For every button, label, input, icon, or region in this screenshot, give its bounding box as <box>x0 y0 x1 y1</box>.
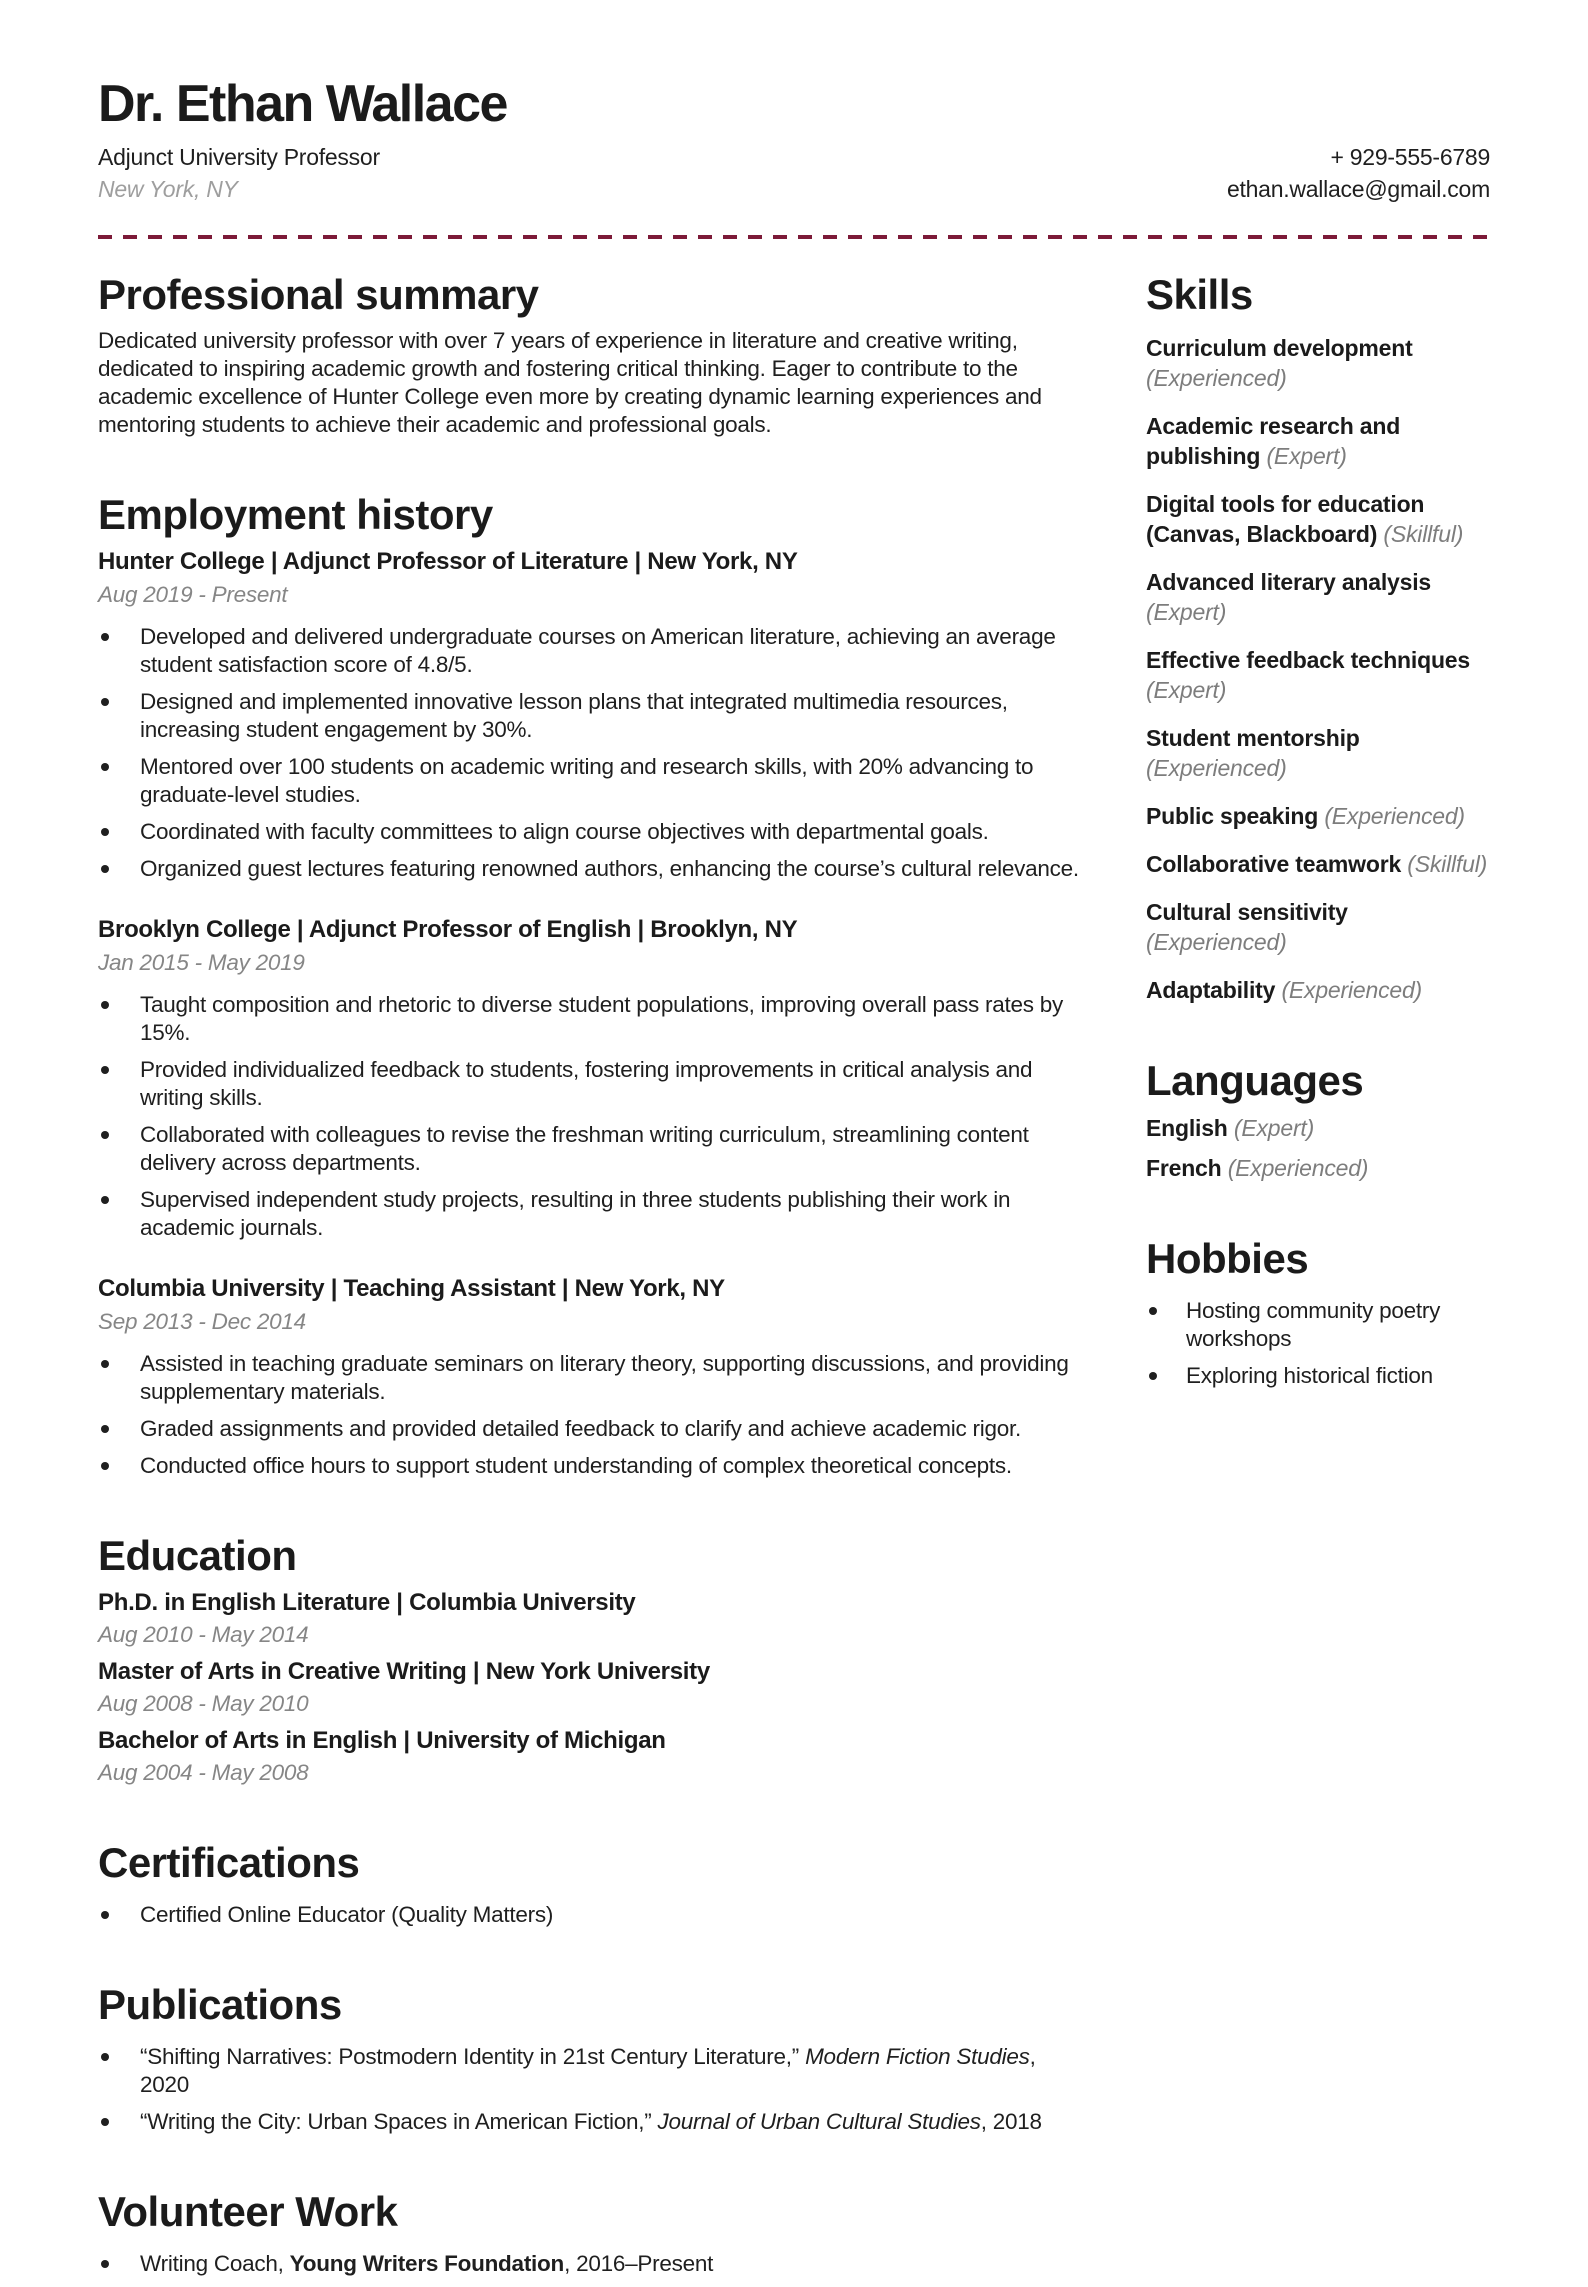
job-dates: Sep 2013 - Dec 2014 <box>98 1309 306 1334</box>
skill-level: (Experienced) <box>1324 803 1465 829</box>
job-title-line: Hunter College | Adjunct Professor of Literature | New York, NY <box>98 548 798 575</box>
skill-level: (Expert) <box>1146 599 1227 625</box>
job-bullet-list <box>98 623 1084 883</box>
section-skills <box>1146 271 1490 1005</box>
publications-list <box>98 2043 1084 2136</box>
skill-entry <box>1146 801 1490 831</box>
skill-name: Academic research and publishing <box>1146 413 1401 469</box>
bullet-item: Developed and delivered undergraduate courses on American literature, achieving an average student satisfaction score of 4.8/5. <box>98 623 1084 679</box>
degree-line: Bachelor of Arts in English | University of Michigan <box>98 1727 666 1754</box>
bullet-item: Conducted office hours to support student understanding of complex theoretical concepts. <box>98 1452 1084 1480</box>
bullet-item: Designed and implemented innovative lesson plans that integrated multimedia resources, increasing student engagement by 30%. <box>98 688 1084 744</box>
email-address: ethan.wallace@gmail.com <box>1226 176 1490 202</box>
publication-journal: Journal of Urban Cultural Studies <box>657 2109 981 2134</box>
skill-level: (Experienced) <box>1146 755 1287 781</box>
hobby-item: Hosting community poetry workshops <box>1146 1297 1490 1353</box>
skills-list <box>1146 333 1490 1005</box>
skill-name: Cultural sensitivity <box>1146 899 1348 925</box>
section-certifications <box>98 1839 1084 1929</box>
language-level: (Experienced) <box>1227 1155 1369 1181</box>
language-entry <box>1146 1113 1490 1143</box>
skill-level: (Experienced) <box>1146 929 1287 955</box>
language-level: (Expert) <box>1233 1115 1315 1141</box>
volunteer-role: Writing Coach, <box>140 2251 290 2276</box>
summary-text: Dedicated university professor with over 7 years of experience in literature and creative writing, dedicated to inspiring academic growth and fostering critical thinking. Eager to contribute to the academic excellence of Hunter College even more by creating dynamic learning experiences and mentoring students to achieve their academic and professional goals. <box>98 328 1042 437</box>
language-name: English <box>1146 1115 1228 1141</box>
education-dates: Aug 2004 - May 2008 <box>98 1760 309 1785</box>
education-entry <box>98 1657 1084 1718</box>
publication-journal: Modern Fiction Studies <box>805 2044 1030 2069</box>
skill-entry <box>1146 645 1490 705</box>
job-entry <box>98 915 1084 1242</box>
main-column <box>98 271 1084 2287</box>
publication-year: , 2018 <box>980 2109 1042 2134</box>
sidebar-column <box>1146 271 1490 2287</box>
section-employment-history <box>98 491 1084 1480</box>
employment-heading: Employment history <box>98 491 493 538</box>
section-professional-summary <box>98 271 1084 439</box>
skill-entry <box>1146 975 1490 1005</box>
skill-level: (Skillful) <box>1407 851 1488 877</box>
publications-heading: Publications <box>98 1981 342 2028</box>
hobbies-heading: Hobbies <box>1146 1235 1309 1282</box>
skill-level: (Experienced) <box>1281 977 1423 1003</box>
language-name: French <box>1146 1155 1222 1181</box>
skill-entry <box>1146 489 1490 549</box>
education-dates: Aug 2008 - May 2010 <box>98 1691 309 1716</box>
job-title-line: Columbia University | Teaching Assistant | New York, NY <box>98 1275 725 1302</box>
education-entry <box>98 1588 1084 1649</box>
skill-name: Adaptability <box>1146 977 1276 1003</box>
skill-entry <box>1146 897 1490 957</box>
skill-level: (Skillful) <box>1383 521 1464 547</box>
languages-heading: Languages <box>1146 1057 1364 1104</box>
candidate-job-title: Adjunct University Professor <box>98 144 380 170</box>
job-bullet-list <box>98 991 1084 1242</box>
publication-item <box>98 2108 1084 2136</box>
section-volunteer-work <box>98 2188 1084 2278</box>
publication-item <box>98 2043 1084 2099</box>
header-contact-row <box>98 141 1490 205</box>
candidate-location: New York, NY <box>98 176 238 202</box>
skill-level: (Expert) <box>1266 443 1347 469</box>
header-contact-block <box>1227 141 1490 205</box>
education-entry <box>98 1726 1084 1787</box>
publication-title: “Shifting Narratives: Postmodern Identity in 21st Century Literature,” <box>140 2044 806 2069</box>
volunteer-dates: , 2016–Present <box>564 2251 714 2276</box>
publication-title: “Writing the City: Urban Spaces in American Fiction,” <box>140 2109 658 2134</box>
skill-entry <box>1146 849 1490 879</box>
volunteer-organization: Young Writers Foundation <box>289 2251 565 2276</box>
job-title-line: Brooklyn College | Adjunct Professor of English | Brooklyn, NY <box>98 916 798 943</box>
skill-name: Digital tools for education (Canvas, Blackboard) <box>1146 491 1425 547</box>
skills-heading: Skills <box>1146 271 1253 318</box>
skill-name: Student mentorship <box>1146 725 1360 751</box>
hobby-item: Exploring historical fiction <box>1146 1362 1490 1390</box>
skill-entry <box>1146 723 1490 783</box>
bullet-item: Supervised independent study projects, resulting in three students publishing their work in academic journals. <box>98 1186 1084 1242</box>
job-dates: Jan 2015 - May 2019 <box>98 950 305 975</box>
candidate-name: Dr. Ethan Wallace <box>98 75 507 133</box>
job-entry <box>98 547 1084 883</box>
content-columns <box>98 271 1490 2287</box>
skill-name: Advanced literary analysis <box>1146 569 1432 595</box>
volunteer-heading: Volunteer Work <box>98 2188 398 2235</box>
job-dates: Aug 2019 - Present <box>98 582 288 607</box>
certifications-heading: Certifications <box>98 1839 360 1886</box>
bullet-item: Taught composition and rhetoric to diverse student populations, improving overall pass rates by 15%. <box>98 991 1084 1047</box>
bullet-item: Collaborated with colleagues to revise the freshman writing curriculum, streamlining content delivery across departments. <box>98 1121 1084 1177</box>
dashed-divider <box>98 235 1490 239</box>
summary-heading: Professional summary <box>98 271 539 318</box>
bullet-item: Organized guest lectures featuring renowned authors, enhancing the course’s cultural relevance. <box>98 855 1084 883</box>
skill-level: (Experienced) <box>1146 365 1287 391</box>
skill-name: Effective feedback techniques <box>1146 647 1470 673</box>
education-dates: Aug 2010 - May 2014 <box>98 1622 309 1647</box>
section-education <box>98 1532 1084 1787</box>
section-publications <box>98 1981 1084 2136</box>
job-bullet-list <box>98 1350 1084 1480</box>
degree-line: Master of Arts in Creative Writing | New York University <box>98 1658 710 1685</box>
volunteer-item <box>98 2250 1084 2278</box>
skill-entry <box>1146 411 1490 471</box>
bullet-item: Graded assignments and provided detailed feedback to clarify and achieve academic rigor. <box>98 1415 1084 1443</box>
bullet-item: Assisted in teaching graduate seminars on literary theory, supporting discussions, and providing supplementary materials. <box>98 1350 1084 1406</box>
bullet-item: Provided individualized feedback to students, fostering improvements in critical analysis and writing skills. <box>98 1056 1084 1112</box>
resume-header <box>98 76 1490 239</box>
education-list <box>98 1588 1084 1787</box>
bullet-item: Mentored over 100 students on academic writing and research skills, with 20% advancing to graduate-level studies. <box>98 753 1084 809</box>
skill-name: Collaborative teamwork <box>1146 851 1402 877</box>
volunteer-list <box>98 2250 1084 2278</box>
language-entry <box>1146 1153 1490 1183</box>
phone-number: + 929-555-6789 <box>1330 144 1490 170</box>
job-entry <box>98 1274 1084 1480</box>
hobbies-list <box>1146 1297 1490 1390</box>
certifications-list <box>98 1901 1084 1929</box>
skill-name: Curriculum development <box>1146 335 1413 361</box>
section-hobbies <box>1146 1235 1490 1390</box>
bullet-item: Coordinated with faculty committees to align course objectives with departmental goals. <box>98 818 1084 846</box>
header-title-block <box>98 141 380 205</box>
section-languages <box>1146 1057 1490 1183</box>
bullet-item: Certified Online Educator (Quality Matters) <box>98 1901 1084 1929</box>
skill-entry <box>1146 567 1490 627</box>
skill-entry <box>1146 333 1490 393</box>
education-heading: Education <box>98 1532 297 1579</box>
skill-level: (Expert) <box>1146 677 1227 703</box>
degree-line: Ph.D. in English Literature | Columbia University <box>98 1589 636 1616</box>
skill-name: Public speaking <box>1146 803 1319 829</box>
publication-year: , 2020 <box>140 2044 1036 2097</box>
